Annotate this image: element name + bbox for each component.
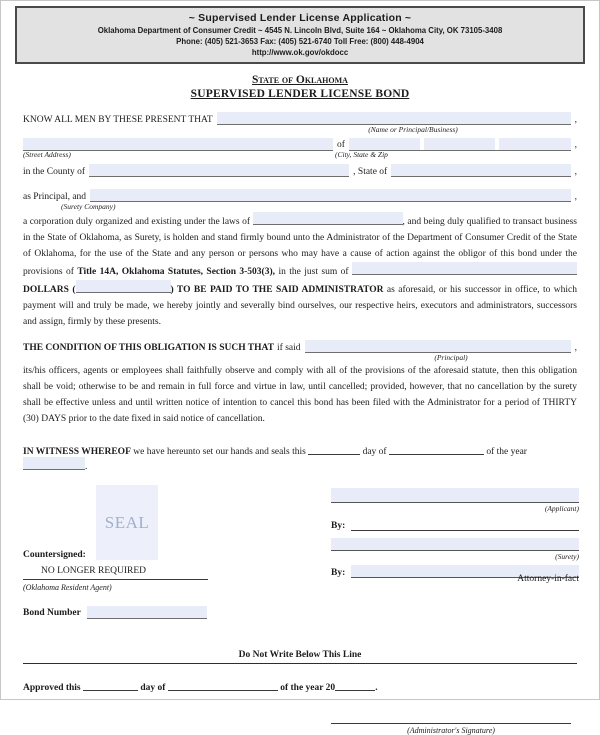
zip-field[interactable] (499, 138, 570, 150)
state-name-field[interactable] (391, 164, 570, 177)
signature-section (23, 480, 577, 628)
period-text: . (85, 462, 88, 472)
surety-caption-row (23, 202, 577, 211)
do-not-write-line: Do Not Write Below This Line (23, 650, 577, 664)
know-all-text: KNOW ALL MEN BY THESE PRESENT THAT (23, 115, 213, 125)
applicant-signature-field[interactable] (331, 488, 579, 503)
comma-text: , (574, 167, 577, 177)
witness-text: we have hereunto set our hands and seals this (133, 447, 306, 457)
paren-open-text: ( (72, 285, 76, 295)
name-caption: (Name or Principal/Business) (368, 125, 458, 134)
no-longer-required-line: NO LONGER REQUIRED (23, 566, 208, 580)
surety-signature-field[interactable] (331, 538, 579, 551)
state-field[interactable] (424, 138, 495, 150)
principal-caption-row (23, 353, 577, 362)
witness-day-of-text: day of (362, 447, 387, 457)
address-row (23, 138, 577, 150)
statute-bold-text: Title 14A, Oklahoma Statutes, Section 3-503(3), (77, 267, 276, 277)
admin-signature-caption: (Administrator's Signature) (407, 726, 495, 735)
by-label: By: (331, 568, 346, 578)
dollars-bold-text: DOLLARS (23, 285, 69, 295)
condition-principal-field[interactable] (305, 340, 571, 353)
header-phone: Phone: (405) 521-3653 Fax: (405) 521-6740 Toll Free: (800) 448-4904 (176, 37, 424, 46)
countersigned-label: Countersigned: (23, 550, 86, 560)
sum-numeric-field[interactable] (76, 280, 171, 293)
qualified-text: , and being duly qualified to transact business in the State of Oklahoma, as Surety, is holden and stand firmly bound unto the Administrator of the Department of Consumer Credit of the State of Oklahoma, for the use of the State and any person or persons who may have a cause of action against the obligor of this bond under the provisions of (23, 217, 577, 277)
seal-text: SEAL (104, 512, 150, 532)
approved-day-field[interactable] (83, 679, 138, 691)
approved-this-text: Approved this (23, 683, 81, 693)
surety-caption: (Surety) (555, 552, 579, 561)
approved-month-field[interactable] (168, 679, 278, 691)
approved-of-year-text: of the year 20 (280, 683, 336, 693)
laws-text: a corporation duly organized and existing under the laws of (23, 217, 251, 227)
just-sum-field[interactable] (352, 262, 577, 275)
bond-number-field[interactable] (87, 606, 207, 619)
comma-text: , (574, 192, 577, 202)
attorney-in-fact-label: Attorney-in-fact (517, 574, 579, 584)
if-said-text: if said (277, 343, 301, 353)
by-label: By: (331, 521, 346, 531)
principal-caption: (Principal) (434, 353, 468, 362)
paid-bold-text: ) TO BE PAID TO THE SAID ADMINISTRATOR (170, 285, 384, 295)
approved-period-text: . (375, 683, 378, 693)
of-text: of (337, 140, 345, 150)
laws-state-field[interactable] (253, 212, 403, 225)
witness-year-field[interactable] (23, 457, 88, 472)
approved-row (23, 679, 577, 693)
name-caption-row (23, 125, 577, 136)
name-principal-field[interactable] (217, 112, 571, 125)
city-field[interactable] (349, 138, 420, 150)
witness-row (23, 443, 577, 472)
comma-text: , (574, 140, 577, 150)
as-principal-text: as Principal, and (23, 192, 87, 202)
witness-heading: IN WITNESS WHEREOF (23, 447, 131, 457)
applicant-block (331, 488, 579, 578)
header-url: http://www.ok.gov/okdocc (251, 48, 349, 57)
admin-signature-line (331, 723, 571, 735)
state-of-text: , State of (353, 167, 388, 177)
county-field[interactable] (89, 164, 349, 177)
header-box (15, 6, 585, 64)
surety-company-field[interactable] (90, 189, 571, 202)
county-row (23, 164, 577, 177)
principal-row (23, 189, 577, 202)
condition-body: its/his officers, agents or employees shall faithfully observe and comply with all of the provisions of the aforesaid statute, then this obligation shall be void; otherwise to be and remain in full force and virtue in law, until cancelled; provided, however, that no cancellation by the surety shall be effective unless and until written notice of intention to cancel this bond has been filed with the Administrator for a period of THIRTY (30) DAYS prior to the date fixed in said notice of cancellation. (23, 366, 577, 424)
comma-text: , (574, 115, 577, 125)
condition-heading: THE CONDITION OF THIS OBLIGATION IS SUCH THAT (23, 343, 275, 353)
resident-agent-caption: (Oklahoma Resident Agent) (23, 583, 112, 592)
applicant-by-line[interactable] (351, 519, 579, 531)
obligation-paragraph (23, 212, 577, 330)
condition-row (23, 340, 577, 353)
applicant-caption: (Applicant) (544, 504, 579, 513)
comma-text: , (574, 343, 577, 353)
header-title: ~ Supervised Lender License Application ~ (188, 12, 412, 24)
bond-number-label: Bond Number (23, 608, 81, 618)
witness-month-field[interactable] (389, 443, 484, 455)
closing-text: as aforesaid, or his successor in office, to which payment will and truly be made, we hereby jointly and severally bind ourselves, our respective heirs, executors and administrators, successors and assign, firmly by these presents. (23, 285, 577, 327)
street-caption: (Street Address) (23, 150, 71, 159)
header-address: Oklahoma Department of Consumer Credit ~ 4545 N. Lincoln Blvd, Suite 164 ~ Oklahoma City, OK 73105-3408 (97, 26, 503, 35)
sum-text: in the just sum of (278, 267, 349, 277)
address-caption-row (23, 150, 577, 161)
bond-number-row (23, 606, 207, 618)
county-text: in the County of (23, 167, 86, 177)
doc-title (1, 73, 599, 101)
surety-company-caption: (Surety Company) (61, 202, 116, 211)
approved-year-field[interactable] (335, 679, 378, 693)
bond-title: SUPERVISED LENDER LICENSE BOND (190, 88, 410, 100)
approved-day-of-text: day of (140, 683, 166, 693)
know-all-row (23, 112, 577, 125)
witness-of-year-text: of the year (486, 447, 527, 457)
city-state-zip-caption: (City, State & Zip (335, 150, 388, 159)
seal-box (96, 485, 158, 560)
state-title: State of Oklahoma (252, 74, 348, 86)
witness-day-field[interactable] (308, 443, 360, 455)
